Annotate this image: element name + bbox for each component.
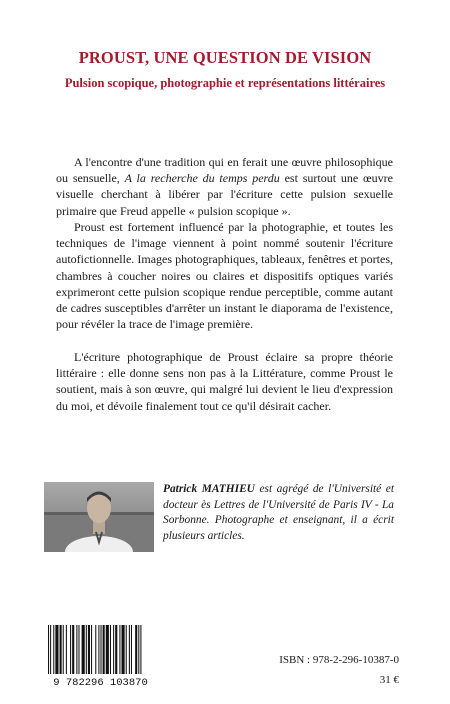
barcode-bar xyxy=(129,625,130,674)
paragraph-writing: L'écriture photographique de Proust éclaire sa propre théorie littéraire : elle donne sens non pas à la Littérature, comme Proust le soutient, mais à son œuvre, qui malgré lui devient le lieu d'expression du moi, et dévoile finalement tout ce qu'il désirait cacher. xyxy=(56,350,393,413)
barcode xyxy=(44,623,157,687)
barcode-bar xyxy=(122,625,125,674)
book-title: PROUST, UNE QUESTION DE VISION xyxy=(78,48,372,67)
barcode-bar xyxy=(126,625,127,674)
barcode-bar xyxy=(95,625,96,674)
barcode-bar xyxy=(110,625,111,674)
barcode-bar xyxy=(115,625,117,674)
author-bio xyxy=(163,482,394,544)
book-subtitle: Pulsion scopique, photographie et représentations littéraires xyxy=(64,76,386,90)
barcode-bar xyxy=(98,625,99,674)
barcode-bar xyxy=(88,625,90,674)
barcode-bar xyxy=(135,625,137,674)
barcode-digits: 9 782296 103870 xyxy=(53,677,148,687)
barcode-bar xyxy=(82,625,85,674)
paragraph-photography: Proust est fortement influencé par la photographie, et toutes les techniques de l'image viennent à point nommé soutenir l'écriture autofictionnelle. Images photographiques, tableaux, fenêtres et portes, chambres à coucher noires ou claires et dispositifs optiques variés exprimeront cette pulsion scopique rendue perceptible, comme autant de cadres susceptibles d'arrêter un instant le diaporama de l'existence, pour révéler la trace de l'image première. xyxy=(56,220,393,332)
barcode-bar xyxy=(66,625,67,674)
author-photo xyxy=(44,482,154,552)
paragraph-intro-start: A l'encontre d'une tradition qui en ferait une œuvre philosophique ou sensuelle, xyxy=(56,155,393,186)
barcode-bar xyxy=(48,625,49,674)
barcode-bar xyxy=(70,625,71,674)
barcode-bar xyxy=(78,625,79,674)
barcode-bar xyxy=(101,625,102,674)
price: 31 € xyxy=(379,674,399,686)
barcode-bar xyxy=(91,625,92,674)
barcode-bar xyxy=(55,625,58,674)
author-bio-text: est agrégé de l'Université et docteur ès Lettres de l'Université de Paris IV - La Sorbonne. Photographe et enseignant, il a écrit plusieurs articles. xyxy=(163,483,395,542)
barcode-bar xyxy=(140,625,141,674)
author-name: Patrick MATHIEU xyxy=(163,483,255,495)
barcode-bar xyxy=(138,625,139,674)
paragraph-intro-end: est surtout une œuvre visuelle cherchant à libérer par l'écriture cette pulsion sexuelle primaire que Freud appelle « pulsion scopique ». xyxy=(56,171,393,218)
barcode-bar xyxy=(50,625,51,674)
barcode-bar xyxy=(106,625,109,674)
barcode-bar xyxy=(76,625,77,674)
work-title: A la recherche du temps perdu xyxy=(124,171,280,186)
barcode-bar xyxy=(86,625,87,674)
barcode-bar xyxy=(72,625,74,674)
barcode-bar xyxy=(119,625,120,674)
barcode-bar xyxy=(63,625,64,674)
isbn: ISBN : 978-2-296-10387-0 xyxy=(279,654,399,666)
barcode-bar xyxy=(113,625,114,674)
barcode-bar xyxy=(60,625,62,674)
paragraph-intro xyxy=(56,154,393,219)
barcode-bar xyxy=(53,625,54,674)
barcode-bar xyxy=(131,625,132,674)
barcode-bar xyxy=(103,625,105,674)
